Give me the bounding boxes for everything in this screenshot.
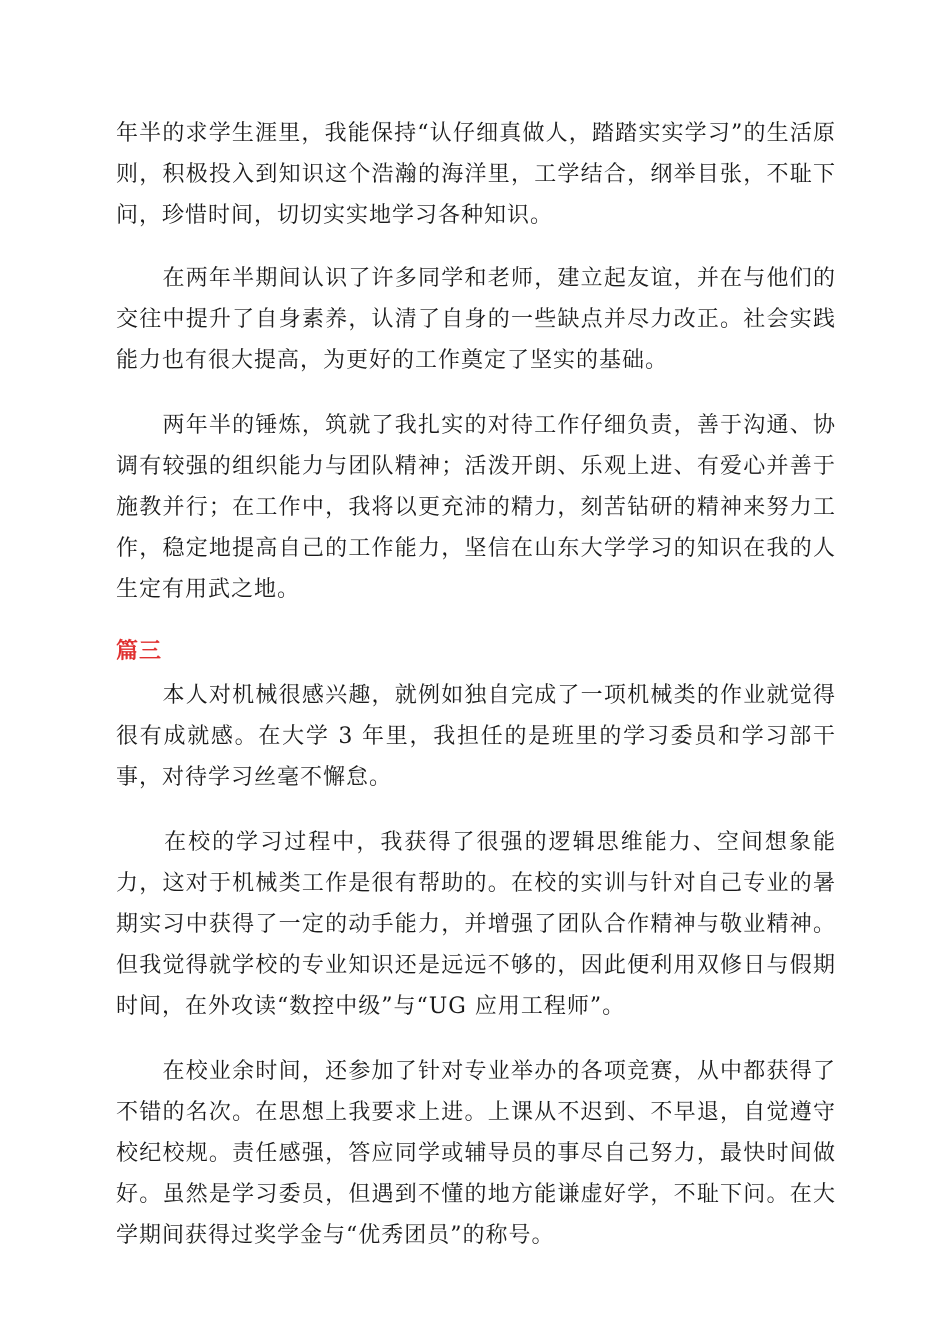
document-body bbox=[116, 113, 836, 1280]
paragraph-friendship-growth: 在两年半期间认识了许多同学和老师，建立起友谊，并在与他们的交往中提升了自身素养，认清了自身的一些缺点并尽力改正。社会实践能力也有很大提高，为更好的工作奠定了坚实的基础。 bbox=[116, 266, 836, 373]
paragraph-mechanical-interest: 本人对机械很感兴趣，就例如独自完成了一项机械类的作业就觉得很有成就感。在大学 3 年里，我担任的是班里的学习委员和学习部干事，对待学习丝毫不懈怠。 bbox=[116, 683, 836, 790]
paragraph-work-attitude: 两年半的锤炼，筑就了我扎实的对待工作仔细负责，善于沟通、协调有较强的组织能力与团队精神；活泼开朗、乐观上进、有爱心并善于施教并行；在工作中，我将以更充沛的精力，刻苦钻研的精神来努力工作，稳定地提高自己的工作能力，坚信在山东大学学习的知识在我的人生定有用武之地。 bbox=[116, 413, 836, 602]
paragraph-continued-study-life: 年半的求学生涯里，我能保持“认仔细真做人，踏踏实实学习”的生活原则，积极投入到知识这个浩瀚的海洋里，工学结合，纲举目张，不耻下问，珍惜时间，切切实实地学习各种知识。 bbox=[116, 121, 836, 228]
paragraph-learning-process: 在校的学习过程中，我获得了很强的逻辑思维能力、空间想象能力，这对于机械类工作是很有帮助的。在校的实训与针对自己专业的暑期实习中获得了一定的动手能力，并增强了团队合作精神与敬业精神。但我觉得就学校的专业知识还是远远不够的，因此便利用双修日与假期时间，在外攻读“数控中级”与“UG 应用工程师”。 bbox=[116, 830, 836, 1019]
section-heading-pian-san: 篇三 bbox=[116, 639, 163, 664]
paragraph-extracurricular: 在校业余时间，还参加了针对专业举办的各项竞赛，从中都获得了不错的名次。在思想上我要求上进。上课从不迟到、不早退，自觉遵守校纪校规。责任感强，答应同学或辅导员的事尽自己努力，最快时间做好。虽然是学习委员，但遇到不懂的地方能谦虚好学，不耻下问。在大学期间获得过奖学金与“优秀团员”的称号。 bbox=[116, 1059, 836, 1248]
